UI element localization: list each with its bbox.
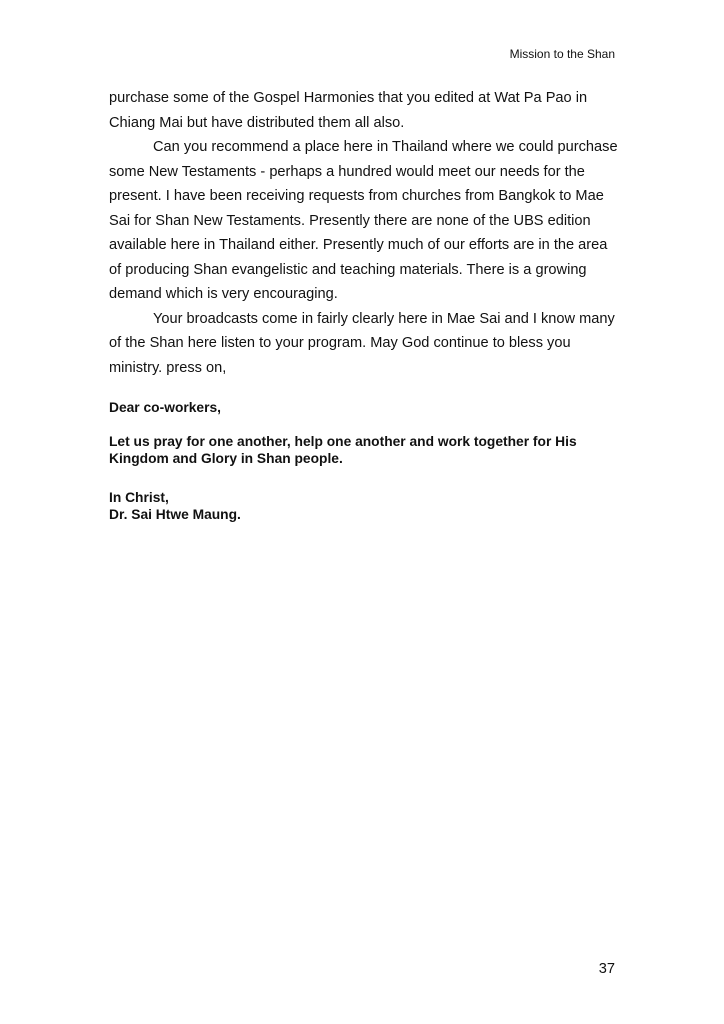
- signoff-line-2: Dr. Sai Htwe Maung.: [109, 507, 241, 522]
- signoff-line-1: In Christ,: [109, 490, 169, 505]
- paragraph-2: Can you recommend a place here in Thailand where we could purchase some New Testaments - perhaps a hundred would meet our needs for the present. I have been receiving requests from churches from Bangkok to Mae Sai for Shan New Testaments. Presently there are none of the UBS edition available here in Thailand either. Presently much of our efforts are in the area of producing Shan evangelistic and teaching materials. There is a growing demand which is very encouraging.: [109, 139, 618, 302]
- page-number: 37: [598, 961, 615, 977]
- running-header: Mission to the Shan: [509, 47, 615, 61]
- paragraph-3: Your broadcasts come in fairly clearly here in Mae Sai and I know many of the Shan here listen to your program. May God continue to bless you ministry. press on,: [109, 310, 615, 376]
- greeting-text: Dear co-workers,: [109, 400, 221, 415]
- paragraph-1: purchase some of the Gospel Harmonies that you edited at Wat Pa Pao in Chiang Mai but have distributed them all also.: [109, 90, 588, 131]
- prayer-block: [109, 433, 629, 467]
- signoff-block: [109, 489, 629, 523]
- prayer-text: Let us pray for one another, help one another and work together for His Kingdom and Glory in Shan people.: [109, 434, 577, 466]
- greeting: [109, 399, 629, 416]
- letter-body: [109, 86, 619, 380]
